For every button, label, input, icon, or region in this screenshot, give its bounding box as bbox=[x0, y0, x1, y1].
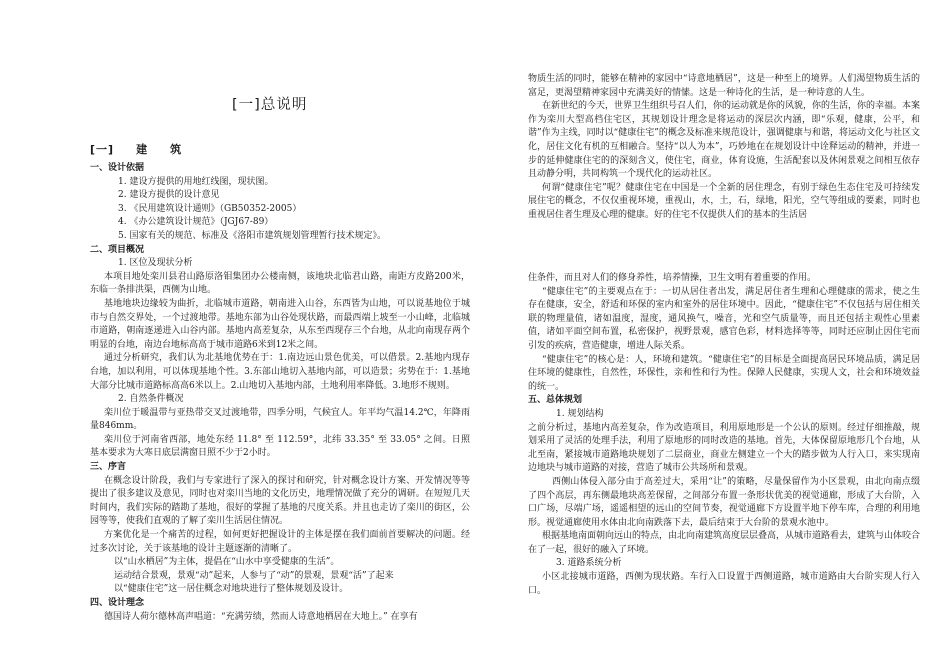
section-name-2: 筑 bbox=[170, 143, 183, 156]
paragraph: 根据基地南面朝向远山的特点，由北向南建筑高度层层叠高，从城市道路看去，建筑与山体咬合在了一起，很好的融入了环境。 bbox=[528, 531, 921, 555]
paragraph: 西侧山体侵入部分由于高差过大，采用“让”的策略，尽量保留作为小区景观，由北向南点缀了四个高层，再东侧最地块高差保留，之间部分布置一条形状优美的视觉通廊，形成了大台阶，入口广场，尽端广场，遥遥相望的远山的空间节奏，视觉通廊下方设置半地下停车库，合理的利用地形。视觉通廊使用水体由北向南跌落下去，最后结束于大台阶的景观水池中。 bbox=[528, 476, 920, 528]
paragraph: “健康住宅”的主要观点在于：一切从居住者出发，满足居住者生理和心理健康的需求，使之生存在健康，安全，舒适和环保的室内和室外的居住环境中。因此，“健康住宅”不仅包括与居住相关联的物理量值，诸如温度，湿度，通风换气，噪音，光和空气质量等，而且还包括主观性心里素值，诸如平面空间布置，私密保护，视野景观，感官色彩，材料选择等等，同时还应制止因住宅而引发的疾病，营造健康，增进人际关系。 bbox=[528, 286, 920, 351]
paragraph: 小区北接城市道路，西侧为现状路。车行入口设置于西侧道路，城市道路由大台阶实现人行入口。 bbox=[528, 572, 920, 596]
paragraph: 之前分析过，基地内高差复杂，作为改造项目，利用原地形是一个公认的原则。经过仔细推敲，规划采用了灵活的处理手法，利用了原地形的同时改造的基地。首先，大体保留原地形几个台地，从北至南，紧接城市道路地块规划了二层商业，商业左侧建立一个大的踏步做为人行入口，来实现南边地块与城市道路的对接，营造了城市公共场所和景观。 bbox=[528, 422, 920, 474]
paragraph: 在新世纪的今天，世界卫生组织号召人们，你的运动就是你的风貌，你的生活，你的幸福。本案作为栾川大型高档住宅区，其规划设计理念是将运动的深层次内涵，即“乐观，健康，公平，和谐”作为主线，同时以“健康住宅”的概念及标准来规范设计，强调健康与和谐，将运动文化与社区文化，居住文化有机的互相融合。坚持“以人为本”，巧妙地在在规划设计中诠释运动的精神，并进一步的延伸健康住宅的的深刻含义，使住宅，商业，体育设施，生活配套以及休闲景观之间相互依存且动静分明，共同构筑一个现代化的运动社区。 bbox=[528, 101, 921, 180]
section-number: [一] bbox=[90, 143, 115, 156]
paragraph: 何谓“健康住宅”呢？健康住宅在中国是一个全新的居住理念，有别于绿色生态住宅及可持续发展住宅的概念，不仅仅重视环境，重视山，水，土，石，绿地，阳光，空气等组成的要素，同时也重视居住者生理及心理的健康。好的住宅不仅提供人们的基本的生活居 bbox=[528, 182, 920, 220]
subheading-nature: 2. 自然条件概况 bbox=[118, 394, 184, 405]
paragraph: 基地地块边缘较为曲折，北临城市道路，朝南进入山谷，东西皆为山地，可以说基地位于城市与自然交界处，一个过渡地带。基地东部为山谷处现状路，而最西端上坡至一小山峰，北临城市道路，朝南逐递进入山谷内部。基地内高差复杂，从东至西现存三个台地，从北向南现存两个明显的台地，南边台地标高高于城市道路6米到12米之间。 bbox=[90, 298, 470, 350]
basis-item: 3. 《民用建筑设计通则》（GB50352-2005） bbox=[118, 203, 302, 214]
basis-item: 1. 建设方提供的用地红线图，现状图。 bbox=[118, 176, 274, 187]
section-name-1: 建 bbox=[136, 143, 149, 156]
heading-overall-planning: 五、总体规划 bbox=[528, 395, 583, 406]
paragraph: 住条件，而且对人们的修身养性，培养情操，卫生文明有着重要的作用。 bbox=[528, 273, 817, 283]
section-heading bbox=[90, 141, 182, 157]
heading-project-overview: 二、项目概况 bbox=[90, 244, 145, 255]
subheading-roads: 3. 道路系统分析 bbox=[556, 558, 622, 569]
paragraph: 通过分析研究，我们认为北基地优势在于：1.南边远山景色优美，可以借景。2.基地内现存台地，加以利用，可以体现基地个性。3.东部山地切入基地内部，可以造景；劣势在于：1.基地大部分比城市道路标高高6米以上。2.山地切入基地内部，土地利用率降低。3.地形不规则。 bbox=[90, 353, 470, 391]
paragraph: 在概念设计阶段，我们与专家进行了深入的探讨和研究，针对概念设计方案、开发情况等等提出了很多建议及意见，同时也对栾川当地的文化历史，地理情况做了充分的调研。在短短几天时间内，我们实际的踏勘了基地，很好的掌握了基地的尺度关系。并且也走访了栾川的街区，公园等等，使我们直观的了解了栾川生活居住情况。 bbox=[90, 475, 470, 527]
paragraph: 栾川位于河南省西部，地处东经 11.8° 至 112.59°，北纬 33.35° 至 33.05° 之间。日照基本要求为大寒日底层满窗日照不少于2小时。 bbox=[90, 434, 470, 459]
paragraph: 本项目地处栾川县君山路原洛钼集团办公楼南侧，该地块北临君山路，南距方皮路200米，东临一条排洪渠，西侧为山地。 bbox=[90, 271, 470, 296]
page-title: [一]总说明 bbox=[232, 97, 308, 113]
heading-preface: 三、序言 bbox=[90, 462, 127, 473]
subheading-location: 1. 区位及现状分析 bbox=[118, 258, 193, 269]
basis-item: 4. 《办公建筑设计规范》（JGJ67-89） bbox=[118, 217, 274, 228]
subheading-structure: 1. 规划结构 bbox=[556, 408, 604, 419]
paragraph: 运动结合景观，景观“动”起来，人参与了“动”的景观，景观“活”了起来 bbox=[114, 570, 394, 581]
paragraph: 栾川位于暖温带与亚热带交叉过渡地带，四季分明，气候宜人。年平均气温14.2℃，年降雨量846mm。 bbox=[90, 407, 470, 432]
paragraph: “健康住宅”的核心是：人，环境和建筑。“健康住宅”的目标是全面提高居民环境品质，满足居住环境的健康性，自然性，环保性，亲和性和行为性。保障人民健康，实现人文，社会和环境效益的统一。 bbox=[528, 354, 920, 392]
heading-design-basis: 一、设计依据 bbox=[90, 163, 145, 173]
basis-item: 2. 建设方提供的设计意见 bbox=[118, 190, 220, 201]
paragraph: 物质生活的同时，能够在精神的家园中“诗意地栖居”，这是一种至上的境界。人们渴望物质生活的富足，更渴望精神家园中充满美好的情愫。这是一种诗化的生活，是一种诗意的人生。 bbox=[528, 74, 920, 98]
paragraph: 方案优化是一个痛苦的过程，如何更好把握设计的主体是摆在我们面前首要解决的问题。经过多次讨论，关于该基地的设计主题逐渐的清晰了。 bbox=[90, 530, 470, 554]
paragraph: 以“健康住宅”这一居住概念对地块进行了整体规划及设计。 bbox=[114, 584, 349, 595]
paragraph: 以“山水栖居”为主体，提倡在“山水中享受健康的生活”。 bbox=[114, 557, 340, 568]
heading-design-concept: 四、设计理念 bbox=[90, 598, 145, 608]
paragraph: 德国诗人荷尔德林高声唱道：“充满劳绩，然而人诗意地栖居在大地上。” 在享有 bbox=[104, 611, 418, 622]
basis-item: 5. 国家有关的规范、标准及《洛阳市建筑规划管理暂行技术规定》。 bbox=[118, 230, 386, 241]
